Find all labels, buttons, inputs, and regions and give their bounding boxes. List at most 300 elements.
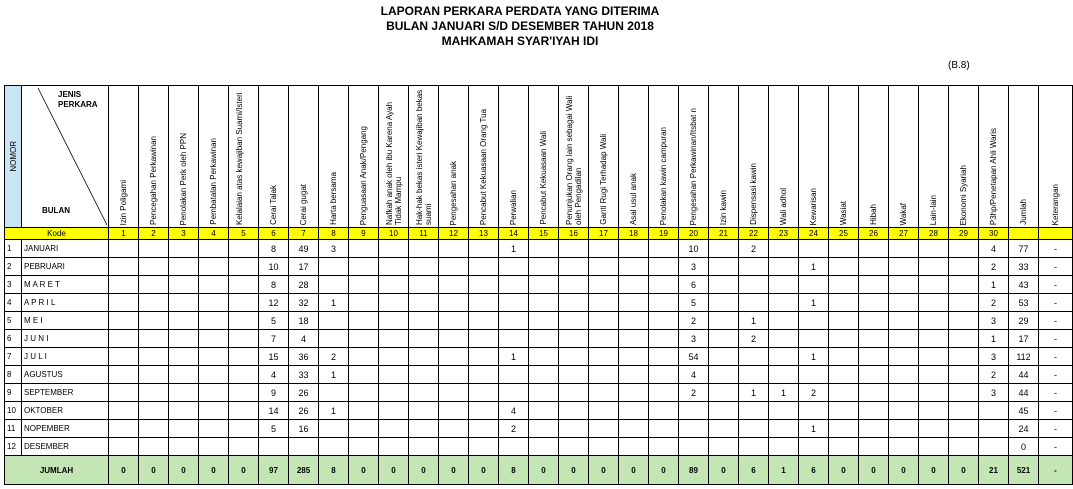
table-cell [139, 384, 169, 402]
table-cell: 2 [979, 258, 1009, 276]
table-cell [229, 384, 259, 402]
table-cell [739, 402, 769, 420]
table-cell [949, 348, 979, 366]
column-header [169, 86, 199, 228]
kode-cell: 13 [469, 228, 499, 240]
column-header [979, 86, 1009, 228]
table-cell [169, 330, 199, 348]
table-cell [889, 258, 919, 276]
table-cell [589, 330, 619, 348]
table-cell [739, 348, 769, 366]
table-cell [319, 330, 349, 348]
table-cell: 1 [499, 240, 529, 258]
table-cell [169, 438, 199, 456]
kode-cell: 17 [589, 228, 619, 240]
table-cell [169, 294, 199, 312]
table-cell [709, 240, 739, 258]
table-cell [919, 366, 949, 384]
table-cell [649, 402, 679, 420]
table-cell [109, 330, 139, 348]
table-cell: 6 [679, 276, 709, 294]
table-cell [349, 240, 379, 258]
table-cell: 2 [739, 240, 769, 258]
table-cell [829, 438, 859, 456]
table-cell [409, 348, 439, 366]
table-cell [349, 312, 379, 330]
column-header [799, 86, 829, 228]
column-header [1009, 86, 1039, 228]
table-cell [469, 312, 499, 330]
total-cell: 0 [829, 456, 859, 485]
table-cell [679, 402, 709, 420]
table-cell [469, 420, 499, 438]
table-cell [859, 294, 889, 312]
table-cell [829, 294, 859, 312]
table-cell [799, 312, 829, 330]
table-cell [559, 384, 589, 402]
table-cell [919, 348, 949, 366]
row-number: 6 [5, 330, 22, 348]
table-cell [619, 420, 649, 438]
total-cell: 0 [229, 456, 259, 485]
total-label: JUMLAH [5, 456, 109, 485]
table-cell [379, 420, 409, 438]
table-cell [979, 402, 1009, 420]
row-number: 10 [5, 402, 22, 420]
kode-cell-empty [1039, 228, 1073, 240]
table-cell [409, 258, 439, 276]
table-cell [199, 330, 229, 348]
table-cell [469, 402, 499, 420]
table-cell [499, 330, 529, 348]
table-cell [409, 330, 439, 348]
table-cell: 17 [289, 258, 319, 276]
kode-cell: 21 [709, 228, 739, 240]
table-cell [619, 438, 649, 456]
table-cell: 1 [799, 348, 829, 366]
row-number: 11 [5, 420, 22, 438]
column-header-label: Kelalaian atas kewajiban Suami/Isteri [234, 92, 244, 225]
table-cell: - [1039, 384, 1073, 402]
column-header [919, 86, 949, 228]
table-cell [589, 240, 619, 258]
table-cell [349, 330, 379, 348]
column-header-label: Harta bersama [329, 172, 338, 225]
table-cell [109, 348, 139, 366]
table-cell [349, 294, 379, 312]
total-cell: 21 [979, 456, 1009, 485]
row-month: OKTOBER [22, 402, 109, 420]
table-cell [979, 438, 1009, 456]
table-cell [769, 294, 799, 312]
table-cell [289, 438, 319, 456]
table-cell [199, 312, 229, 330]
table-cell [439, 402, 469, 420]
column-header-label: Pembatalan Perkawinan [209, 138, 218, 225]
table-cell: 2 [679, 384, 709, 402]
table-cell [379, 402, 409, 420]
kode-cell: 19 [649, 228, 679, 240]
table-cell [919, 312, 949, 330]
total-cell: 6 [739, 456, 769, 485]
table-cell [439, 258, 469, 276]
table-cell: 2 [679, 312, 709, 330]
column-header-label: Perwalian [509, 189, 518, 225]
table-cell [319, 384, 349, 402]
table-cell [139, 438, 169, 456]
kode-cell: 5 [229, 228, 259, 240]
table-cell [439, 330, 469, 348]
column-header [769, 86, 799, 228]
column-header [949, 86, 979, 228]
row-month: M A R E T [22, 276, 109, 294]
column-header-label: P3hp/Penetapan Ahli Waris [989, 127, 998, 225]
total-cell: 0 [889, 456, 919, 485]
table-cell [829, 258, 859, 276]
row-month: M E I [22, 312, 109, 330]
table-cell: 32 [289, 294, 319, 312]
table-cell: 26 [289, 402, 319, 420]
table-cell [889, 420, 919, 438]
table-cell [949, 420, 979, 438]
header-jenis-perkara: JENIS PERKARA [58, 90, 98, 109]
kode-label: Kode [5, 228, 109, 240]
total-cell: 0 [109, 456, 139, 485]
table-cell [649, 384, 679, 402]
table-cell [439, 348, 469, 366]
total-cell: 0 [709, 456, 739, 485]
table-row [5, 294, 1073, 312]
table-cell [379, 366, 409, 384]
table-cell [649, 294, 679, 312]
total-cell: 97 [259, 456, 289, 485]
table-cell: 33 [289, 366, 319, 384]
table-cell [409, 402, 439, 420]
total-cell: 0 [919, 456, 949, 485]
table-cell [169, 240, 199, 258]
table-cell [319, 420, 349, 438]
total-cell: 0 [139, 456, 169, 485]
table-cell [589, 312, 619, 330]
table-cell [739, 294, 769, 312]
table-cell [739, 276, 769, 294]
table-cell [919, 330, 949, 348]
table-cell: 4 [979, 240, 1009, 258]
row-month: PEBRUARI [22, 258, 109, 276]
table-cell [589, 384, 619, 402]
table-cell [949, 258, 979, 276]
column-header [709, 86, 739, 228]
table-cell [559, 366, 589, 384]
table-cell [619, 366, 649, 384]
table-cell [859, 312, 889, 330]
kode-cell: 25 [829, 228, 859, 240]
total-cell: 0 [409, 456, 439, 485]
table-cell [769, 348, 799, 366]
table-cell [409, 312, 439, 330]
table-cell: - [1039, 348, 1073, 366]
table-cell [589, 348, 619, 366]
kode-cell: 23 [769, 228, 799, 240]
header-bulan: BULAN [42, 206, 70, 215]
table-cell [619, 348, 649, 366]
table-cell [769, 330, 799, 348]
column-header [649, 86, 679, 228]
table-cell [919, 240, 949, 258]
column-header-label: Penunjukan Orang lain sebagai Wali oleh Pengadilan [564, 95, 583, 225]
table-cell [799, 438, 829, 456]
kode-cell: 29 [949, 228, 979, 240]
table-cell [739, 438, 769, 456]
row-month: DESEMBER [22, 438, 109, 456]
table-cell [529, 348, 559, 366]
table-cell [349, 384, 379, 402]
table-cell [709, 420, 739, 438]
table-cell: 49 [289, 240, 319, 258]
kode-cell: 9 [349, 228, 379, 240]
table-cell [409, 366, 439, 384]
table-cell [379, 348, 409, 366]
table-cell [709, 330, 739, 348]
table-cell [319, 438, 349, 456]
report-title [0, 4, 1040, 49]
table-cell [649, 366, 679, 384]
table-cell: - [1039, 276, 1073, 294]
table-cell [529, 330, 559, 348]
table-cell: 9 [259, 384, 289, 402]
table-cell [409, 276, 439, 294]
table-cell [559, 258, 589, 276]
table-cell [739, 420, 769, 438]
table-cell: 26 [289, 384, 319, 402]
table-cell [799, 330, 829, 348]
table-cell [169, 348, 199, 366]
table-cell [589, 402, 619, 420]
table-cell [469, 348, 499, 366]
table-cell [349, 348, 379, 366]
table-cell [589, 276, 619, 294]
table-cell: - [1039, 294, 1073, 312]
table-cell [859, 348, 889, 366]
table-cell [349, 366, 379, 384]
column-header [529, 86, 559, 228]
table-cell [859, 366, 889, 384]
table-cell [229, 330, 259, 348]
table-cell [679, 420, 709, 438]
column-header [559, 86, 589, 228]
table-cell [529, 258, 559, 276]
table-cell: 4 [679, 366, 709, 384]
table-cell: 1 [769, 384, 799, 402]
table-cell [199, 258, 229, 276]
column-header [289, 86, 319, 228]
table-cell [709, 258, 739, 276]
table-cell: 3 [979, 384, 1009, 402]
table-cell: 53 [1009, 294, 1039, 312]
table-cell: 45 [1009, 402, 1039, 420]
kode-cell: 11 [409, 228, 439, 240]
table-cell: 14 [259, 402, 289, 420]
table-cell [139, 276, 169, 294]
column-header-label: Lain-lain [929, 194, 938, 225]
row-number: 3 [5, 276, 22, 294]
table-cell [499, 294, 529, 312]
row-month: AGUSTUS [22, 366, 109, 384]
table-cell: 1 [979, 276, 1009, 294]
table-cell [919, 402, 949, 420]
table-cell [619, 258, 649, 276]
table-cell [139, 420, 169, 438]
table-cell [529, 276, 559, 294]
column-header-label: Dispensasi kawin [749, 163, 758, 225]
kode-cell: 7 [289, 228, 319, 240]
table-cell [919, 294, 949, 312]
table-cell [469, 384, 499, 402]
total-cell: 1 [769, 456, 799, 485]
form-code: (B.8) [948, 60, 970, 71]
table-cell [619, 402, 649, 420]
table-cell: 3 [679, 258, 709, 276]
table-cell [949, 312, 979, 330]
header-jenis-bulan [22, 86, 109, 228]
table-cell [409, 420, 439, 438]
column-header-label: Asal usul anak [629, 172, 638, 225]
table-cell [559, 312, 589, 330]
header-nomor [5, 86, 22, 228]
table-cell [799, 240, 829, 258]
table-cell [709, 366, 739, 384]
table-cell [469, 330, 499, 348]
column-header-label: Izin kawin [719, 189, 728, 225]
kode-cell: 4 [199, 228, 229, 240]
column-header [679, 86, 709, 228]
table-row [5, 420, 1073, 438]
table-cell: 2 [979, 294, 1009, 312]
column-header-label: Hibah [869, 204, 878, 225]
kode-cell: 26 [859, 228, 889, 240]
report-table [4, 85, 1073, 485]
table-cell [949, 240, 979, 258]
column-header [139, 86, 169, 228]
table-cell [649, 258, 679, 276]
table-cell [919, 384, 949, 402]
table-cell: 1 [739, 312, 769, 330]
table-cell [199, 240, 229, 258]
table-cell [739, 258, 769, 276]
total-cell: 0 [529, 456, 559, 485]
table-cell [649, 240, 679, 258]
column-header [619, 86, 649, 228]
row-number: 9 [5, 384, 22, 402]
kode-cell: 24 [799, 228, 829, 240]
table-cell [499, 276, 529, 294]
total-cell: 6 [799, 456, 829, 485]
column-header-label: Pencegahan Perkawinan [149, 136, 158, 225]
table-cell [559, 438, 589, 456]
table-cell [499, 384, 529, 402]
table-cell [829, 366, 859, 384]
table-cell [439, 438, 469, 456]
table-cell: - [1039, 240, 1073, 258]
table-cell: 2 [319, 348, 349, 366]
table-cell [139, 294, 169, 312]
table-cell [199, 402, 229, 420]
table-row [5, 438, 1073, 456]
table-cell [469, 366, 499, 384]
table-cell [889, 402, 919, 420]
table-cell: - [1039, 312, 1073, 330]
table-cell [229, 258, 259, 276]
table-cell [139, 258, 169, 276]
table-cell [229, 312, 259, 330]
table-cell [949, 438, 979, 456]
table-row [5, 258, 1073, 276]
table-cell [709, 294, 739, 312]
table-cell: 1 [799, 420, 829, 438]
column-header-label: Cerai gugat [299, 183, 308, 225]
table-cell [559, 240, 589, 258]
table-cell [859, 402, 889, 420]
table-cell [949, 402, 979, 420]
total-cell: 0 [439, 456, 469, 485]
table-cell [409, 438, 439, 456]
column-header-label: Wali adhol [779, 187, 788, 225]
table-cell [139, 330, 169, 348]
table-cell [889, 384, 919, 402]
table-cell [949, 366, 979, 384]
table-cell [109, 384, 139, 402]
table-cell [529, 240, 559, 258]
table-cell: 8 [259, 240, 289, 258]
table-cell: 1 [799, 258, 829, 276]
table-cell [649, 438, 679, 456]
table-cell: 43 [1009, 276, 1039, 294]
table-cell [499, 438, 529, 456]
column-header-label: Pengesahan Perkawinan/Itsbat n [689, 107, 698, 225]
total-cell: 0 [559, 456, 589, 485]
table-cell [199, 384, 229, 402]
table-cell: 10 [679, 240, 709, 258]
table-row [5, 312, 1073, 330]
table-cell: 1 [739, 384, 769, 402]
column-header-label: Hak-hak bekas isteri Kewajiban bekas suami [414, 89, 433, 225]
table-cell: 4 [259, 366, 289, 384]
table-cell: 3 [979, 312, 1009, 330]
kode-cell: 6 [259, 228, 289, 240]
table-cell [499, 366, 529, 384]
table-cell: 1 [799, 294, 829, 312]
table-cell [529, 402, 559, 420]
table-cell: - [1039, 402, 1073, 420]
table-cell [469, 294, 499, 312]
table-cell [949, 294, 979, 312]
table-cell [439, 420, 469, 438]
column-header-label: Cerai Talak [269, 185, 278, 225]
table-cell [199, 366, 229, 384]
table-cell [949, 384, 979, 402]
table-cell: 10 [259, 258, 289, 276]
table-cell [769, 420, 799, 438]
column-header [259, 86, 289, 228]
table-cell [829, 276, 859, 294]
table-cell [259, 438, 289, 456]
table-cell [169, 312, 199, 330]
kode-cell: 8 [319, 228, 349, 240]
table-cell [859, 384, 889, 402]
table-cell [649, 276, 679, 294]
table-cell [859, 276, 889, 294]
column-header-label: Penolakan Perk oleh PPN [179, 132, 188, 225]
